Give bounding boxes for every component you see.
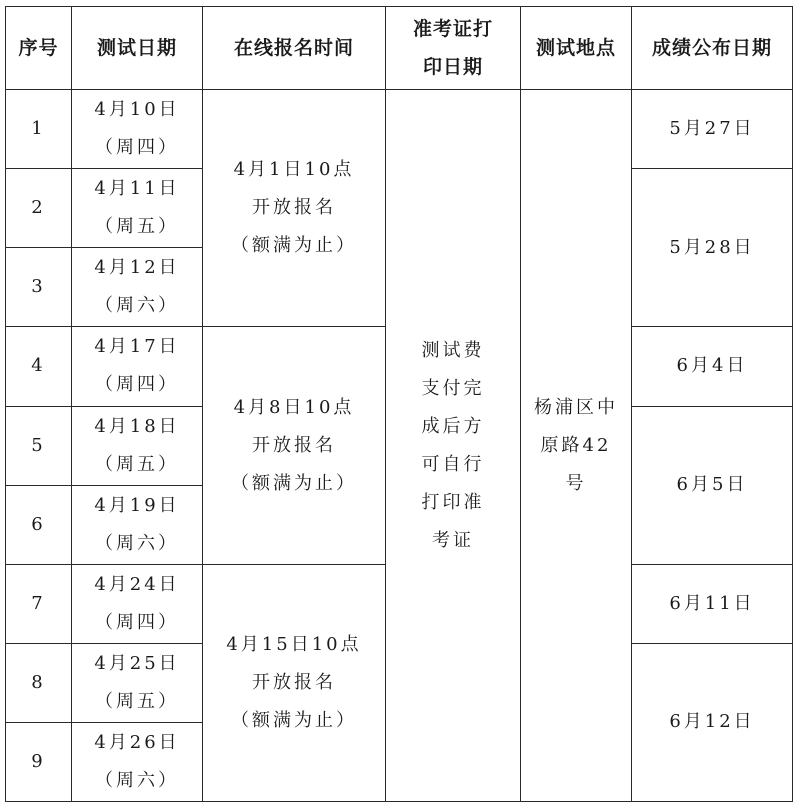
test-date-cell [72, 169, 203, 248]
test-date: 4月12日 [94, 257, 180, 279]
test-weekday: （周五） [95, 216, 179, 238]
seq-cell: 9 [6, 722, 72, 801]
test-date-cell [72, 406, 203, 485]
ticket-print-text: 测试费支付完成后方可自行打印准考证 [421, 339, 485, 551]
registration-open: 开放报名 [252, 434, 336, 456]
exam-schedule-table [5, 6, 793, 802]
location-text: 杨浦区中原路42号 [534, 396, 618, 494]
test-weekday: （周六） [95, 295, 179, 317]
header-row [6, 7, 793, 90]
test-date: 4月17日 [94, 336, 180, 358]
test-weekday: （周四） [95, 611, 179, 633]
registration-note: （额满为止） [231, 472, 357, 494]
result-date-cell: 5月28日 [632, 169, 793, 327]
test-date: 4月25日 [94, 652, 180, 674]
test-weekday: （周四） [95, 137, 179, 159]
test-weekday: （周六） [95, 769, 179, 791]
result-date-cell: 6月12日 [632, 643, 793, 801]
test-date: 4月26日 [94, 731, 180, 753]
test-date: 4月18日 [94, 415, 180, 437]
seq-cell: 1 [6, 90, 72, 169]
test-weekday: （周五） [95, 690, 179, 712]
ticket-print-cell [386, 90, 521, 802]
table-row [6, 90, 793, 169]
header-result-date: 成绩公布日期 [632, 7, 793, 90]
header-ticket-print-date: 准考证打印日期 [386, 7, 521, 90]
seq-cell: 8 [6, 643, 72, 722]
seq-cell: 5 [6, 406, 72, 485]
registration-note: （额满为止） [231, 235, 357, 257]
header-test-date: 测试日期 [72, 7, 203, 90]
test-date-cell [72, 485, 203, 564]
header-test-location: 测试地点 [521, 7, 632, 90]
header-registration-time: 在线报名时间 [203, 7, 386, 90]
test-weekday: （周五） [95, 453, 179, 475]
registration-note: （额满为止） [231, 709, 357, 731]
test-date: 4月24日 [94, 573, 180, 595]
test-date-cell [72, 564, 203, 643]
test-date-cell [72, 248, 203, 327]
seq-cell: 2 [6, 169, 72, 248]
result-date-cell: 5月27日 [632, 90, 793, 169]
test-date: 4月10日 [94, 99, 180, 121]
registration-cell [203, 327, 386, 564]
test-weekday: （周六） [95, 532, 179, 554]
registration-time: 4月15日10点 [226, 633, 362, 655]
test-date: 4月19日 [94, 494, 180, 516]
seq-cell: 3 [6, 248, 72, 327]
test-weekday: （周四） [95, 374, 179, 396]
test-date-cell [72, 722, 203, 801]
seq-cell: 4 [6, 327, 72, 406]
result-date-cell: 6月5日 [632, 406, 793, 564]
test-date-cell [72, 643, 203, 722]
registration-open: 开放报名 [252, 671, 336, 693]
test-date: 4月11日 [94, 178, 180, 200]
registration-cell [203, 90, 386, 327]
registration-time: 4月1日10点 [233, 159, 355, 181]
registration-open: 开放报名 [252, 197, 336, 219]
header-seq: 序号 [6, 7, 72, 90]
test-date-cell [72, 327, 203, 406]
registration-time: 4月8日10点 [233, 396, 355, 418]
seq-cell: 6 [6, 485, 72, 564]
result-date-cell: 6月4日 [632, 327, 793, 406]
seq-cell: 7 [6, 564, 72, 643]
registration-cell [203, 564, 386, 801]
result-date-cell: 6月11日 [632, 564, 793, 643]
test-date-cell [72, 90, 203, 169]
location-cell [521, 90, 632, 802]
